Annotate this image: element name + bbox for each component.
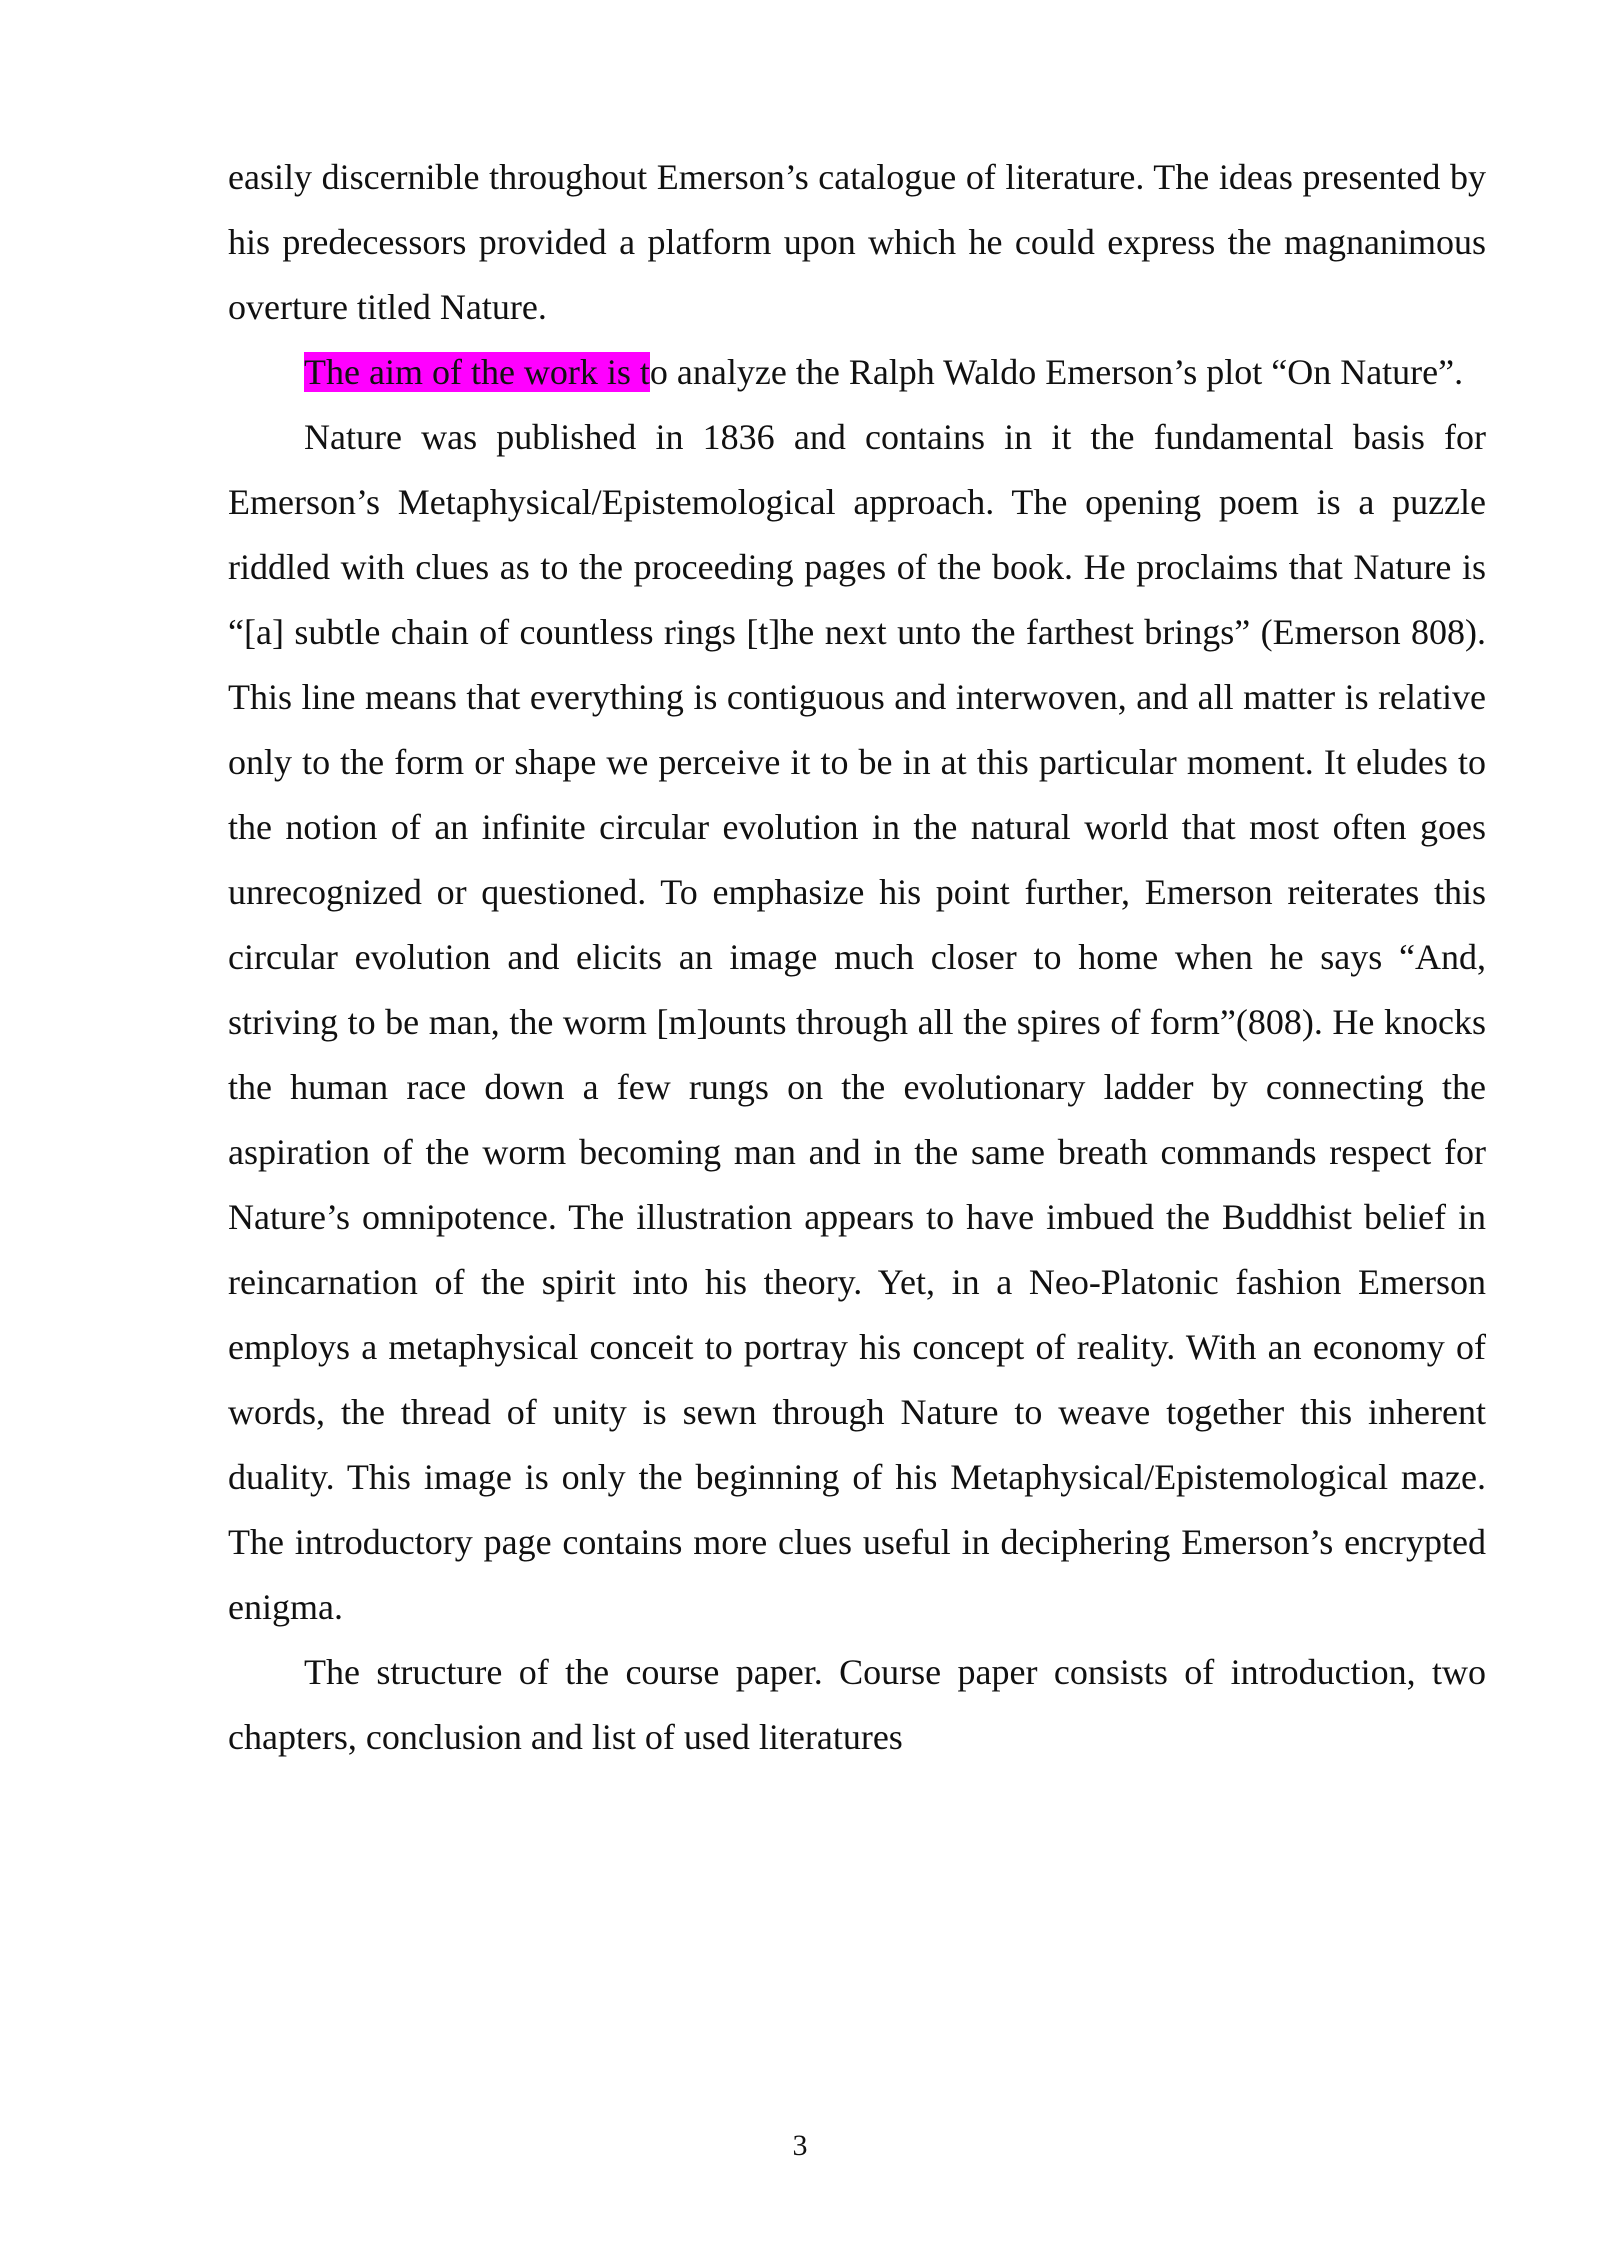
- body-text: [228, 145, 1486, 1770]
- paragraph-aim: [228, 340, 1486, 405]
- page-number: 3: [792, 2129, 808, 2162]
- paragraph-structure: The structure of the course paper. Course paper consists of introduction, two chapters, conclusion and list of used literatures: [228, 1652, 1486, 1757]
- paragraph-continuation: easily discernible throughout Emerson’s catalogue of literature. The ideas presented by his predecessors provided a platform upon which he could express the magnanimous overture titled Nature.: [228, 157, 1486, 327]
- highlighted-text: The aim of the work is t: [304, 352, 650, 392]
- paragraph-aim-rest: o analyze the Ralph Waldo Emerson’s plot “On Nature”.: [649, 352, 1464, 392]
- paragraph-nature-analysis: Nature was published in 1836 and contains in it the fundamental basis for Emerson’s Metaphysical/Epistemological approach. The opening poem is a puzzle riddled with clues as to the proceeding pages of the book. He proclaims that Nature is “[a] subtle chain of countless rings [t]he next unto the farthest brings” (Emerson 808). This line means that everything is contiguous and interwoven, and all matter is relative only to the form or shape we perceive it to be in at this particular moment. It eludes to the notion of an infinite circular evolution in the natural world that most often goes unrecognized or questioned. To emphasize his point further, Emerson reiterates this circular evolution and elicits an image much closer to home when he says “And, striving to be man, the worm [m]ounts through all the spires of form”(808). He knocks the human race down a few rungs on the evolutionary ladder by connecting the aspiration of the worm becoming man and in the same breath commands respect for Nature’s omnipotence. The illustration appears to have imbued the Buddhist belief in reincarnation of the spirit into his theory. Yet, in a Neo-Platonic fashion Emerson employs a metaphysical conceit to portray his concept of reality. With an economy of words, the thread of unity is sewn through Nature to weave together this inherent duality. This image is only the beginning of his Metaphysical/Epistemological maze. The introductory page contains more clues useful in deciphering Emerson’s encrypted enigma.: [228, 417, 1486, 1627]
